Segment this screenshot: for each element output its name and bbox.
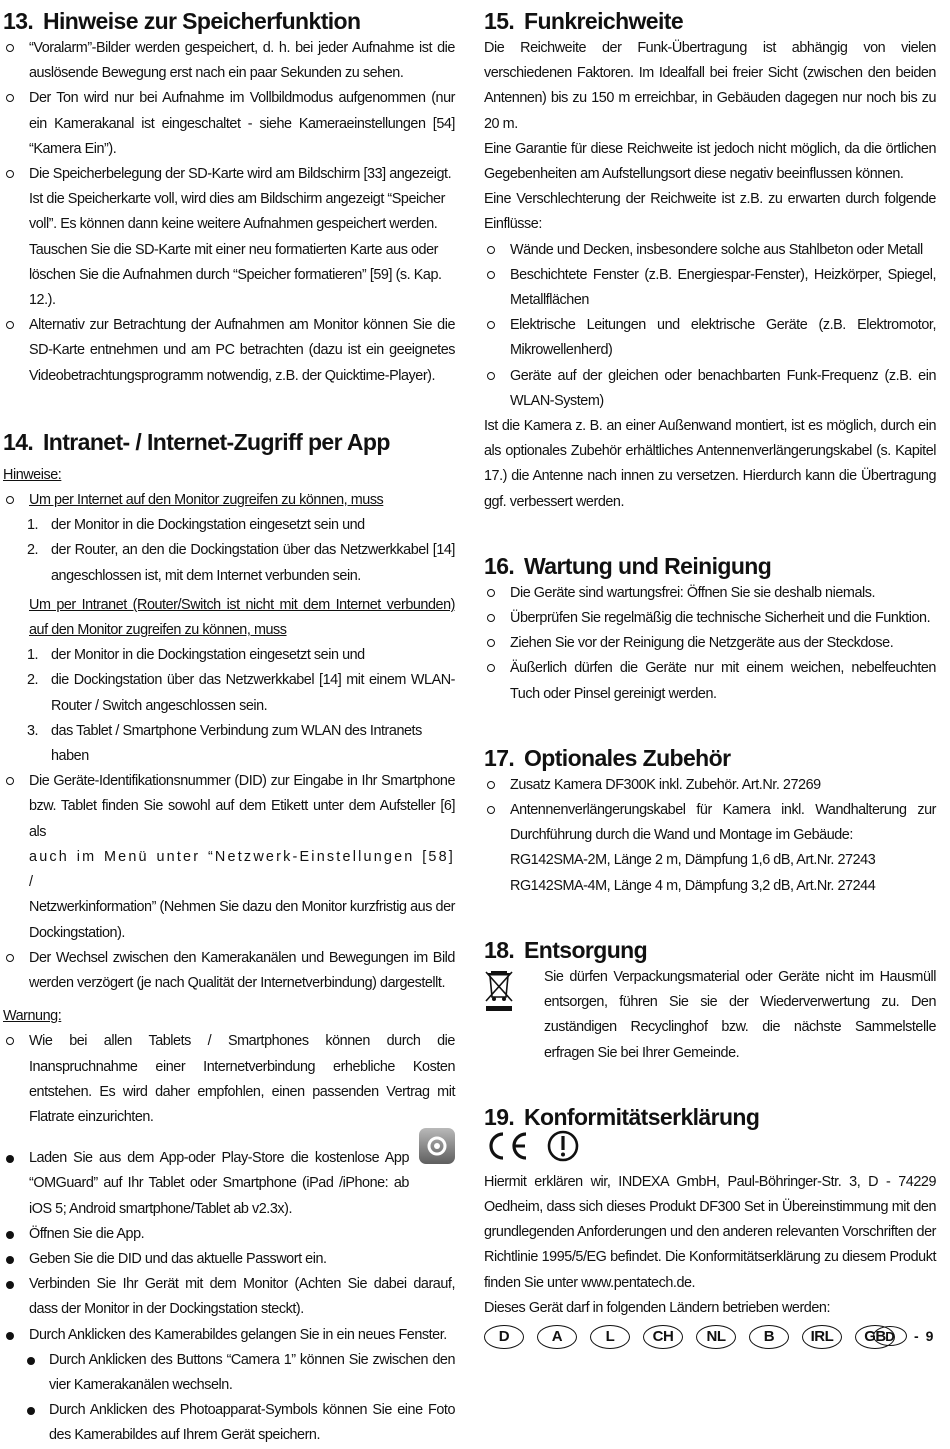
country-chip: GB — [855, 1325, 895, 1349]
paragraph: Ist die Kamera z. B. an einer Außenwand montiert, ist es möglich, durch ein als optionales Zubehör erhältliches Antennenverlängerungskabel (s. Kapitel 17.) die Antenne nach innen zu versetzen. Hierdurch kann die Übertragung ggf. verbessert werden. — [484, 418, 936, 510]
paragraph: Eine Garantie für diese Reichweite ist jedoch nicht möglich, da die örtlichen Gegebenheiten am Aufstellungsort diese negativ beeinflussen können. — [484, 140, 936, 183]
list-item: Geräte auf der gleichen oder benachbarten Funk-Frequenz (z.B. ein WLAN-System) — [484, 364, 936, 414]
app-icon — [419, 1128, 455, 1164]
cable-variant: RG142SMA-2M, Länge 2 m, Dämpfung 1,6 dB, Art.Nr. 27243 — [510, 852, 876, 869]
list-item: Überprüfen Sie regelmäßig die technische Sicherheit und die Funktion. — [484, 606, 936, 631]
marks-row — [484, 1132, 936, 1170]
list-item: 1. der Monitor in die Dockingstation eingesetzt sein und — [27, 647, 365, 664]
list-item: Öffnen Sie die App. — [3, 1222, 455, 1247]
paragraph: Hiermit erklären wir, INDEXA GmbH, Paul-Böhringer-Str. 3, D - 74229 Oedheim, dass sich dieses Produkt DF300 Set in Übereinstimmung mit den grundlegenden Anforderungen und den anderen relevanten Vorschriften der Richtlinie 1995/5/EG befindet. Die Konformitätserklärung zu diesem Produkt finden Sie unter www.pentatech.de. — [484, 1173, 936, 1291]
section-16-title: 16. Wartung und Reinigung — [484, 552, 772, 579]
list-item: Beschichtete Fenster (z.B. Energiespar-Fenster), Heizkörper, Spiegel, Metallflächen — [484, 263, 936, 313]
list-item: 2. die Dockingstation über das Netzwerkkabel [14] mit einem WLAN-Router / Switch angeschlossen sein. — [27, 672, 455, 714]
list-item: Durch Anklicken des Buttons “Camera 1” können Sie zwischen den vier Kamerakanälen wechseln. — [3, 1348, 455, 1398]
section-15-title: 15. Funkreichweite — [484, 8, 684, 34]
list-item: Die Speicherbelegung der SD-Karte wird am Bildschirm [33] angezeigt. Ist die Speicherkarte voll, wird dies am Bildschirm angezeigt “Speicher voll”. Es können dann keine weitere Aufnahmen gespeichert werden. Tauschen Sie die SD-Karte mit einer neu formatierten Karte aus oder löschen Sie die Aufnahmen durch “Speicher formatieren” [59] (s. Kap. 12.). — [3, 162, 455, 313]
list-item: Wie bei allen Tablets / Smartphones können durch die Inanspruchnahme einer Internetverbindung erhebliche Kosten entstehen. Es wird daher empfohlen, einen passenden Vertrag mit Flatrate einzurichten. — [3, 1029, 455, 1130]
section-17-title: 17. Optionales Zubehör — [484, 744, 731, 771]
alert-mark-icon — [546, 1129, 580, 1172]
country-chip: IRL — [802, 1325, 842, 1349]
page-number-value: 9 — [925, 1328, 934, 1344]
country-chip: B — [749, 1325, 789, 1349]
list-item: “Voralarm”-Bilder werden gespeichert, d. h. bei jeder Aufnahme ist die auslösende Bewegung erst nach ein paar Sekunden zu sehen. — [3, 36, 455, 86]
list-item: Verbinden Sie Ihr Gerät mit dem Monitor (Achten Sie dabei darauf, dass der Monitor in der Dockingstation steckt). — [3, 1272, 455, 1322]
section-18-title: 18. Entsorgung — [484, 936, 648, 963]
warnung-label: Warnung: — [3, 1008, 62, 1025]
country-chip: L — [590, 1325, 630, 1349]
internet-heading: Um per Internet auf den Monitor zugreifen zu können, muss — [3, 488, 455, 513]
list-item: Geben Sie die DID und das aktuelle Passwort ein. — [3, 1247, 455, 1272]
country-chip: NL — [696, 1325, 736, 1349]
list-item: Der Ton wird nur bei Aufnahme im Vollbildmodus aufgenommen (nur ein Kamerakanal ist eingeschaltet - siehe Kameraeinstellungen [54] “Kamera Ein”). — [3, 86, 455, 162]
list-item: Laden Sie aus dem App-oder Play-Store die kostenlose App “OMGuard” auf Ihr Tablet oder Smartphone (iPad /iPhone: ab iOS 5; Android smartphone/Tablet ab v2.3x). — [3, 1146, 455, 1222]
paragraph: Dieses Gerät darf in folgenden Ländern betrieben werden: — [484, 1299, 830, 1316]
list-item: Antennenverlängerungskabel für Kamera inkl. Wandhalterung zur Durchführung durch die Wand und Montage im Gebäude: — [484, 798, 936, 848]
list-item: Wände und Decken, insbesondere solche aus Stahlbeton oder Metall — [484, 238, 936, 263]
section-14-title: 14. Intranet- / Internet-Zugriff per App — [3, 428, 390, 455]
list-item: Ziehen Sie vor der Reinigung die Netzgeräte aus der Steckdose. — [484, 631, 936, 656]
cable-variant: RG142SMA-4M, Länge 4 m, Dämpfung 3,2 dB, Art.Nr. 27244 — [510, 877, 876, 894]
list-item: 1. der Monitor in die Dockingstation eingesetzt sein und — [27, 517, 365, 534]
page-number — [873, 1326, 933, 1346]
disposal-block: Sie dürfen Verpackungsmaterial oder Geräte nicht im Hausmüll entsorgen, führen Sie sie der Wiederverwertung zu. Den zuständigen Recyclinghof bzw. die nächste Sammelstelle erfragen Sie bei Ihrer Gemeinde. — [484, 965, 936, 1066]
hinweise-label: Hinweise: — [3, 466, 62, 483]
list-item: Alternativ zur Betrachtung der Aufnahmen am Monitor können Sie die SD-Karte entnehmen und am PC betrachten (dazu ist ein geeignetes Videobetrachtungsprogramm notwendig, z.B. der Quicktime-Player). — [3, 313, 455, 389]
list-item: Die Geräte sind wartungsfrei: Öffnen Sie sie deshalb niemals. — [484, 581, 936, 606]
list-item: Äußerlich dürfen die Geräte nur mit einem weichen, nebelfeuchten Tuch oder Pinsel gereinigt werden. — [484, 656, 936, 706]
list-item: Durch Anklicken des Kamerabildes gelangen Sie in ein neues Fenster. — [3, 1323, 455, 1348]
paragraph: Eine Verschlechterung der Reichweite ist z.B. zu erwarten durch folgende Einflüsse: — [484, 191, 936, 233]
list-item: 3. das Tablet / Smartphone Verbindung zum WLAN des Intranets haben — [27, 722, 422, 765]
language-badge: D — [873, 1326, 907, 1346]
intranet-heading: Um per Intranet (Router/Switch ist nicht mit dem Internet verbunden) auf den Monitor zugreifen zu können, muss — [29, 596, 455, 639]
country-chip: D — [484, 1325, 524, 1349]
country-chips — [484, 1325, 936, 1349]
country-chip: CH — [643, 1325, 683, 1349]
list-item: Der Wechsel zwischen den Kamerakanälen und Bewegungen im Bild werden verzögert (je nach Qualität der Internetverbindung) dargestellt. — [3, 946, 455, 996]
list-item: Zusatz Kamera DF300K inkl. Zubehör. Art.Nr. 27269 — [484, 773, 936, 798]
ce-mark-icon — [484, 1130, 530, 1171]
page-separator: - — [914, 1328, 919, 1344]
list-item: 2. der Router, an den die Dockingstation über das Netzwerkkabel [14] angeschlossen ist, mit dem Internet verbunden sein. — [27, 542, 455, 584]
list-item: Elektrische Leitungen und elektrische Geräte (z.B. Elektromotor, Mikrowellenherd) — [484, 313, 936, 363]
weee-bin-icon — [484, 967, 514, 1022]
paragraph: Die Reichweite der Funk-Übertragung ist abhängig von vielen verschiedenen Faktoren. Im Idealfall bei freier Sicht (zwischen den beiden Antennen) bis zu 150 m erreichbar, in Gebäuden dagegen nur noch bis zu 20 m. — [484, 40, 936, 132]
list-item: Durch Anklicken des Photoapparat-Symbols können Sie eine Foto des Kamerabildes auf Ihrem Gerät speichern. — [3, 1398, 455, 1448]
section-13-title: 13. Hinweise zur Speicherfunktion — [3, 8, 361, 34]
section-19-title: 19. Konformitätserklärung — [484, 1103, 760, 1130]
list-item: Die Geräte-Identifikationsnummer (DID) zur Eingabe in Ihr Smartphone bzw. Tablet finden Sie sowohl auf dem Etikett unter dem Aufsteller [6] als auch im Menü unter “Netzwerk-Einstellungen [58] / Netzwerkinformation” (Nehmen Sie dazu den Monitor kurzfristig aus der Dockingstation). — [3, 769, 455, 945]
country-chip: A — [537, 1325, 577, 1349]
